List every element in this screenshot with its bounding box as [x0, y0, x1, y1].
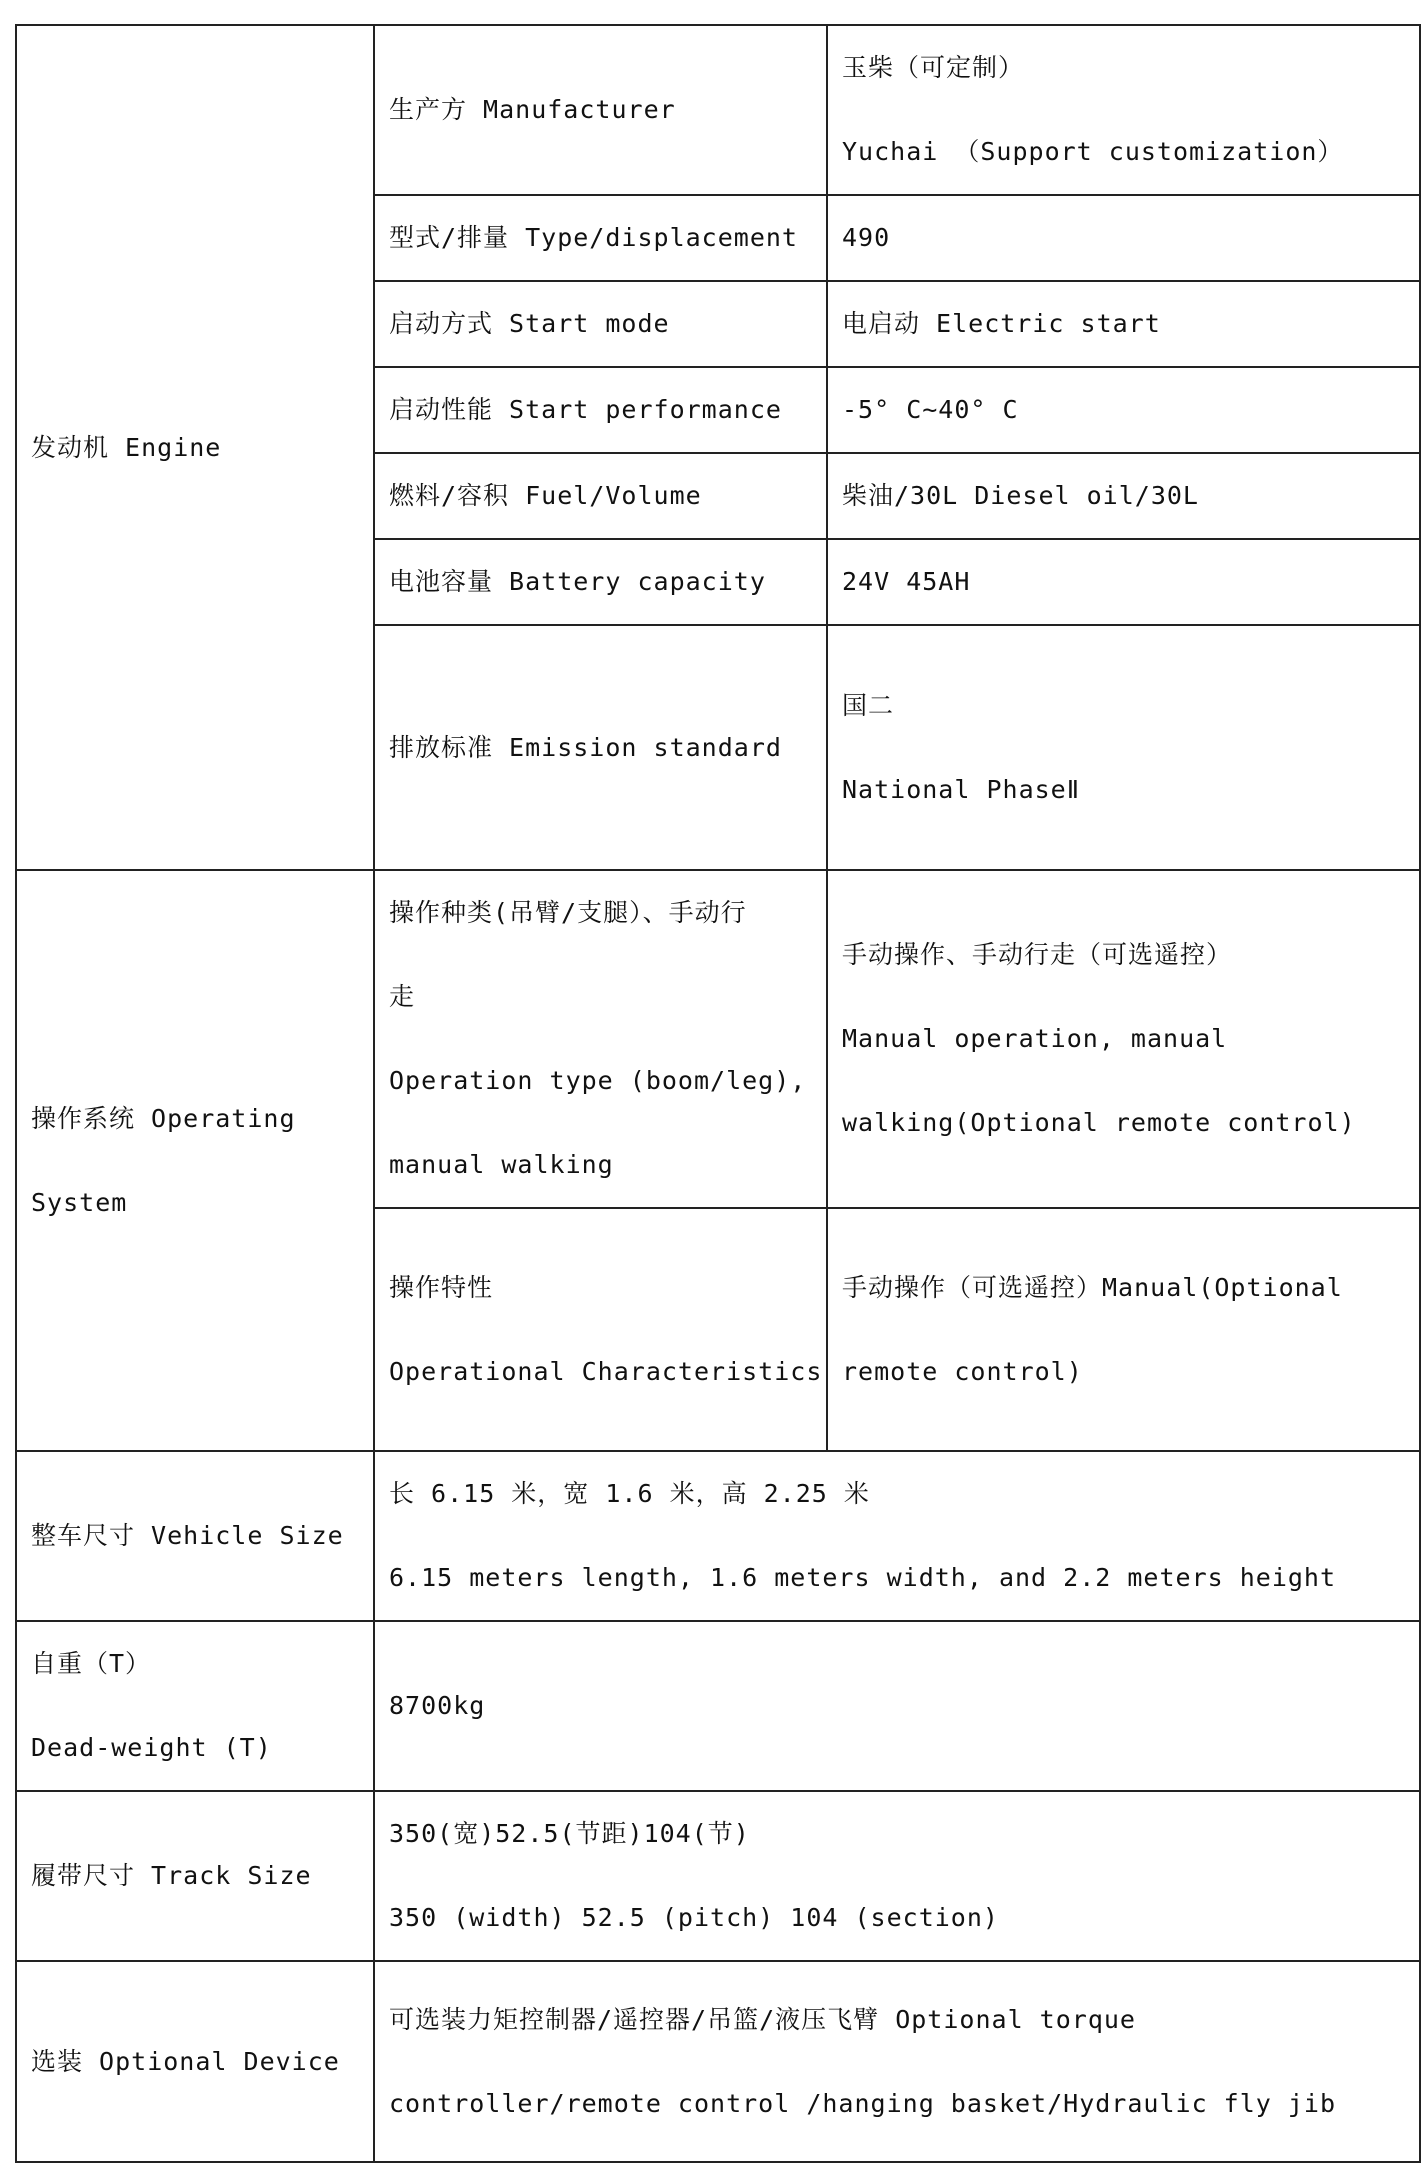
param-manufacturer: 生产方 Manufacturer — [374, 25, 827, 195]
param-start-performance: 启动性能 Start performance — [374, 367, 827, 453]
param-battery: 电池容量 Battery capacity — [374, 539, 827, 625]
vehicle-size-label: 整车尺寸 Vehicle Size — [16, 1451, 374, 1621]
param-emission: 排放标准 Emission standard — [374, 625, 827, 870]
value-optional-device: 可选装力矩控制器/遥控器/吊篮/液压飞臂 Optional torque controller/remote control /hanging basket/Hydraulic fly jib — [374, 1961, 1420, 2162]
track-size-label: 履带尺寸 Track Size — [16, 1791, 374, 1961]
value-operation-type: 手动操作、手动行走（可选遥控） Manual operation, manual walking(Optional remote control) — [827, 870, 1420, 1208]
value-dead-weight: 8700kg — [374, 1621, 1420, 1791]
dead-weight-label: 自重（T） Dead-weight (T) — [16, 1621, 374, 1791]
value-operational-characteristics: 手动操作（可选遥控）Manual(Optional remote control) — [827, 1208, 1420, 1451]
operating-system-label: 操作系统 Operating System — [16, 870, 374, 1451]
optional-device-label: 选装 Optional Device — [16, 1961, 374, 2162]
value-start-performance: -5° C~40° C — [827, 367, 1420, 453]
value-manufacturer: 玉柴（可定制） Yuchai （Support customization） — [827, 25, 1420, 195]
spec-row-dead-weight — [16, 1621, 1420, 1791]
value-fuel: 柴油/30L Diesel oil/30L — [827, 453, 1420, 539]
spec-row-vehicle-size — [16, 1451, 1420, 1621]
value-track-size: 350(宽)52.5(节距)104(节) 350 (width) 52.5 (pitch) 104 (section) — [374, 1791, 1420, 1961]
param-fuel: 燃料/容积 Fuel/Volume — [374, 453, 827, 539]
value-emission: 国二 National PhaseⅡ — [827, 625, 1420, 870]
spec-row-optional-device — [16, 1961, 1420, 2162]
spec-row-track-size — [16, 1791, 1420, 1961]
spec-sheet — [15, 24, 1421, 2163]
param-type: 型式/排量 Type/displacement — [374, 195, 827, 281]
value-start-mode: 电启动 Electric start — [827, 281, 1420, 367]
spec-row-manufacturer — [16, 25, 1420, 195]
value-vehicle-size: 长 6.15 米，宽 1.6 米，高 2.25 米 6.15 meters length, 1.6 meters width, and 2.2 meters height — [374, 1451, 1420, 1621]
value-type: 490 — [827, 195, 1420, 281]
spec-row-operation-type — [16, 870, 1420, 1208]
param-start-mode: 启动方式 Start mode — [374, 281, 827, 367]
spec-table — [15, 24, 1421, 2163]
engine-label: 发动机 Engine — [16, 25, 374, 870]
param-operation-type: 操作种类(吊臂/支腿）、手动行 走 Operation type (boom/leg), manual walking — [374, 870, 827, 1208]
value-battery: 24V 45AH — [827, 539, 1420, 625]
param-operational-characteristics: 操作特性 Operational Characteristics — [374, 1208, 827, 1451]
